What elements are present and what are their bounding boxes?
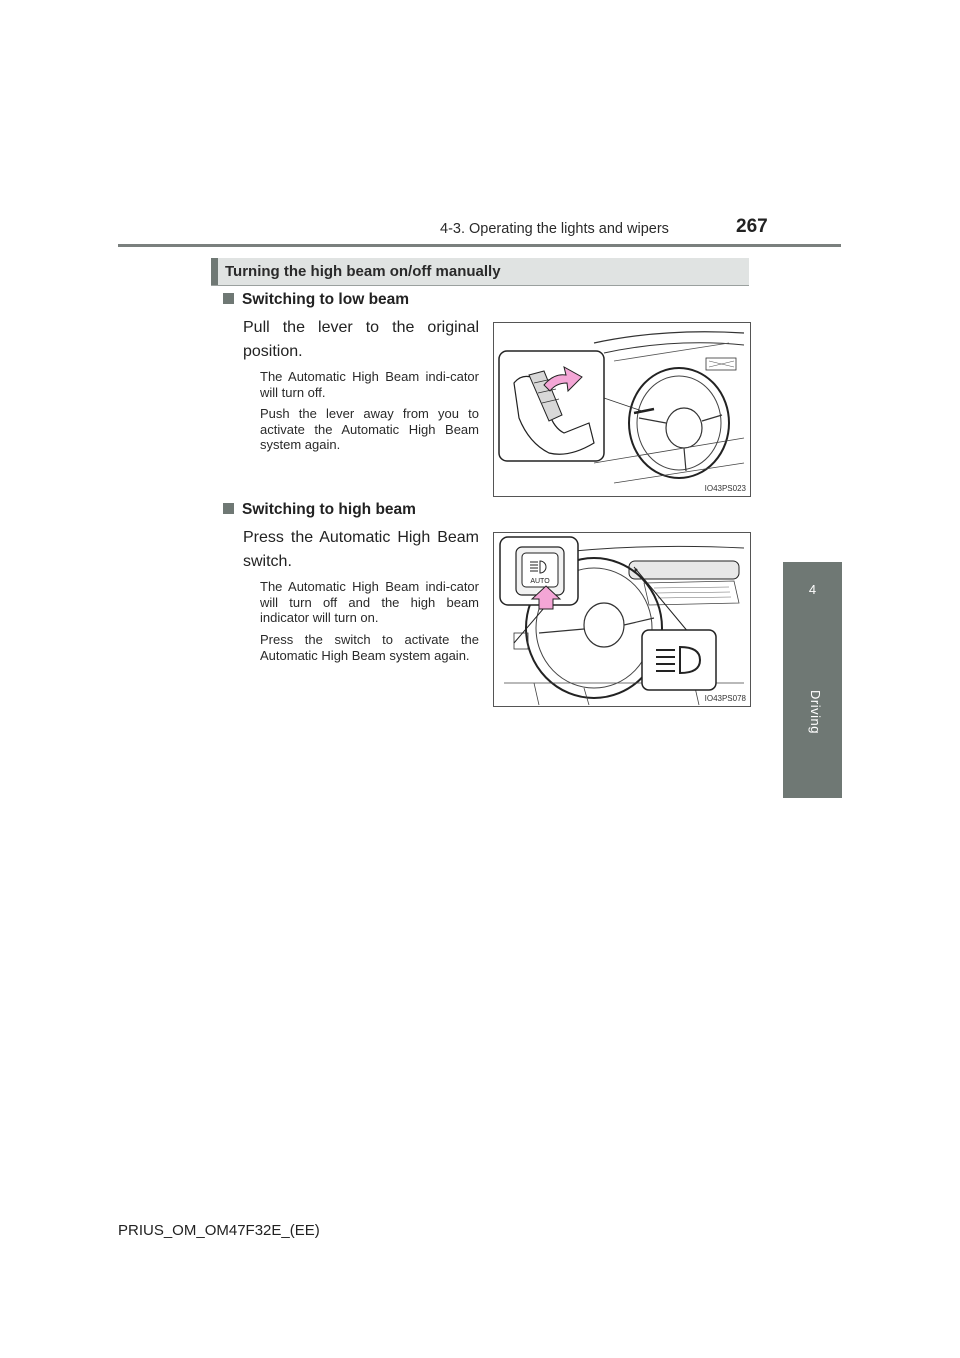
section-title: Turning the high beam on/off manually (225, 263, 501, 280)
bullet-square-icon (223, 293, 234, 304)
subheading-text: Switching to high beam (242, 501, 416, 518)
chapter-label: Driving (808, 690, 823, 734)
header-rule (118, 244, 841, 247)
switch-illustration (494, 533, 750, 706)
figure-lever (493, 322, 751, 497)
figure-code: IO43PS078 (704, 694, 746, 703)
page-number: 267 (736, 216, 768, 237)
auto-label: AUTO (530, 578, 550, 585)
note-high-beam-2: Press the switch to activate the Automatic High Beam system again. (260, 632, 479, 663)
note-low-beam-2: Push the lever away from you to activate the Automatic High Beam system again. (260, 406, 479, 452)
instruction-low-beam: Pull the lever to the original position. (243, 319, 479, 360)
steering-wheel-icon (629, 368, 729, 478)
auto-switch-icon (516, 547, 564, 595)
subheading-high-beam (223, 501, 416, 519)
section-title-bar (211, 258, 749, 286)
figure-code: IO43PS023 (704, 484, 746, 493)
section-accent (211, 258, 218, 285)
instruction-high-beam: Press the Automatic High Beam switch. (243, 529, 479, 570)
note-low-beam-1: The Automatic High Beam indi-cator will turn off. (260, 369, 479, 400)
lever-illustration (494, 323, 750, 496)
figure-switch (493, 532, 751, 707)
subheading-low-beam (223, 291, 409, 309)
note-high-beam-1: The Automatic High Beam indi-cator will turn off and the high beam indicator will turn on. (260, 579, 479, 625)
running-header: 4-3. Operating the lights and wipers (440, 221, 669, 237)
chapter-tab[interactable] (783, 562, 842, 798)
chapter-number: 4 (808, 582, 817, 597)
subheading-text: Switching to low beam (242, 291, 410, 308)
document-footer: PRIUS_OM_OM47F32E_(EE) (118, 1222, 320, 1239)
bullet-square-icon (223, 503, 234, 514)
